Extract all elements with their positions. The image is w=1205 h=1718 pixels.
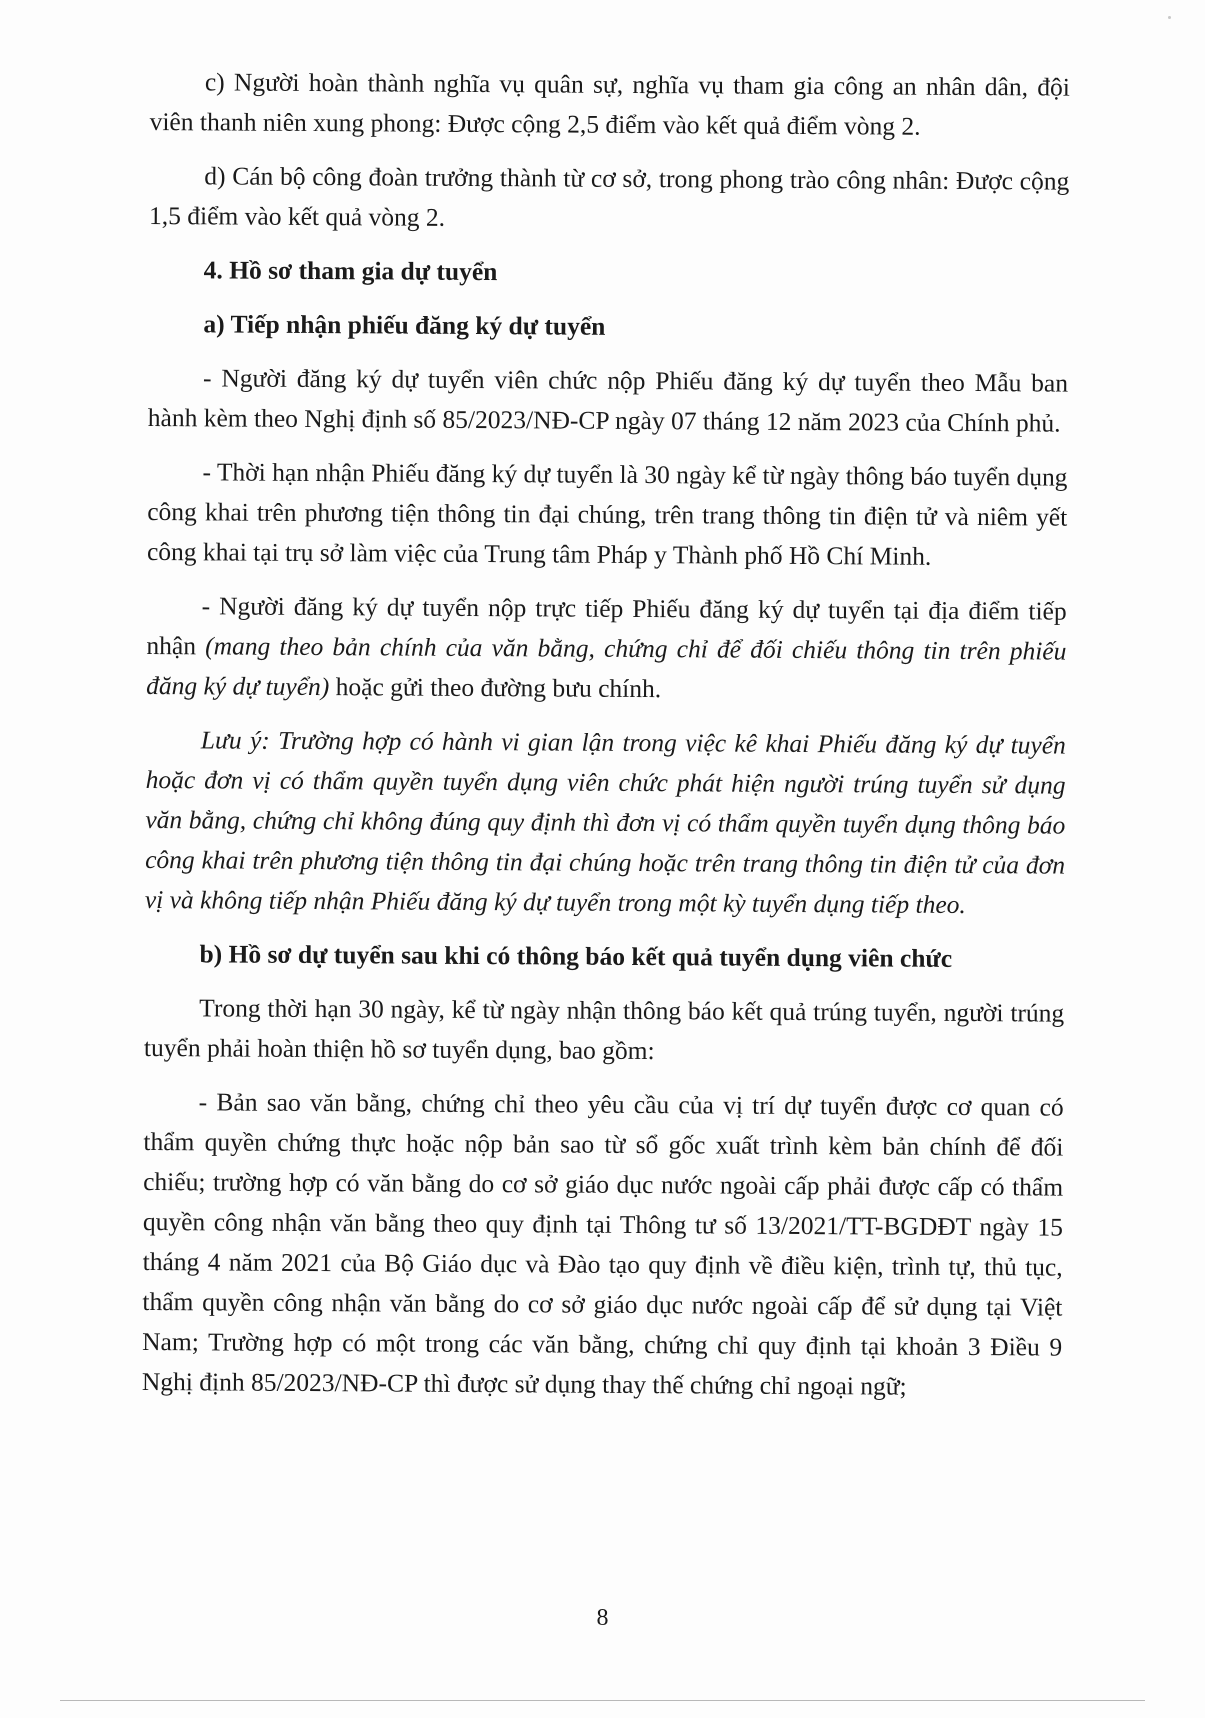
section-b-item-1: - Bản sao văn bằng, chứng chỉ theo yêu cầu của vị trí dự tuyển được cơ quan có thẩm quyền chứng thực hoặc nộp bản sao từ sổ gốc xuất trình kèm bản chính để đối chiếu; trường hợp có văn bằng do cơ sở giáo dục nước ngoài cấp phải được cấp có thẩm quyền công nhận văn bằng theo quy định tại Thông tư số 13/2021/TT-BGDĐT ngày 15 tháng 4 năm 2021 của Bộ Giáo dục và Đào tạo quy định về điều kiện, trình tự, thủ tục, thẩm quyền công nhận văn bằng do cơ sở giáo dục nước ngoài cấp để sử dụng tại Việt Nam; Trường hợp có một trong các văn bằng, chứng chỉ quy định tại khoản 3 Điều 9 Nghị định 85/2023/NĐ-CP thì được sử dụng thay thế chứng chỉ ngoại ngữ;	[141, 1087, 1064, 1401]
section-a-item-2: - Thời hạn nhận Phiếu đăng ký dự tuyển là 30 ngày kể từ ngày thông báo tuyển dụng công khai trên phương tiện thông tin đại chúng, trên trang thông tin điện tử và niêm yết công khai tại trụ sở làm việc của Trung tâm Pháp y Thành phố Hồ Chí Minh.	[146, 457, 1068, 571]
section-a-item-1: - Người đăng ký dự tuyển viên chức nộp Phiếu đăng ký dự tuyển theo Mẫu ban hành kèm theo Nghị định số 85/2023/NĐ-CP ngày 07 tháng 12 năm 2023 của Chính phủ.	[147, 363, 1069, 438]
section-a-item-3	[146, 586, 1067, 712]
paragraph-c: c) Người hoàn thành nghĩa vụ quân sự, nghĩa vụ tham gia công an nhân dân, đội viên thanh niên xung phong: Được cộng 2,5 điểm vào kết quả điểm vòng 2.	[149, 67, 1070, 141]
section-a-heading: a) Tiếp nhận phiếu đăng ký dự tuyển	[203, 309, 606, 341]
note-paragraph: Lưu ý: Trường hợp có hành vi gian lận trong việc kê khai Phiếu đăng ký dự tuyển hoặc đơn vị có thẩm quyền tuyển dụng viên chức phát hiện người trúng tuyển sử dụng văn bằng, chứng chỉ không đúng quy định thì đơn vị có thẩm quyền tuyển dụng thông báo công khai trên phương tiện thông tin đại chúng hoặc trên trang thông tin điện tử của đơn vị và không tiếp nhận Phiếu đăng ký dự tuyển trong một kỳ tuyển dụng tiếp theo.	[144, 725, 1066, 919]
paragraph-d: d) Cán bộ công đoàn trưởng thành từ cơ sở, trong phong trào công nhân: Được cộng 1,5 điểm vào kết quả vòng 2.	[148, 161, 1070, 232]
item-3-text-end: hoặc gửi theo đường bưu chính.	[329, 672, 662, 704]
item-3-text-start: - Người đăng ký dự tuyển nộp trực tiếp Phiếu đăng ký dự tuyển tại địa điểm tiếp nhận	[146, 591, 1067, 661]
section-b-heading: b) Hồ sơ dự tuyển sau khi có thông báo kết quả tuyển dụng viên chức	[199, 939, 953, 973]
scan-bottom-edge	[60, 1700, 1145, 1701]
page-number: 8	[596, 1605, 609, 1631]
section-b-intro: Trong thời hạn 30 ngày, kể từ ngày nhận thông báo kết quả trúng tuyển, người trúng tuyển phải hoàn thiện hồ sơ tuyển dụng, bao gồm:	[143, 993, 1065, 1066]
section-4-heading: 4. Hồ sơ tham gia dự tuyển	[203, 255, 498, 287]
document-body	[142, 62, 1070, 1422]
scan-speck	[1168, 16, 1171, 19]
item-3-italic-note: (mang theo bản chính của văn bằng, chứng chỉ để đối chiếu thông tin trên phiếu đăng ký dự tuyển)	[146, 631, 1067, 702]
